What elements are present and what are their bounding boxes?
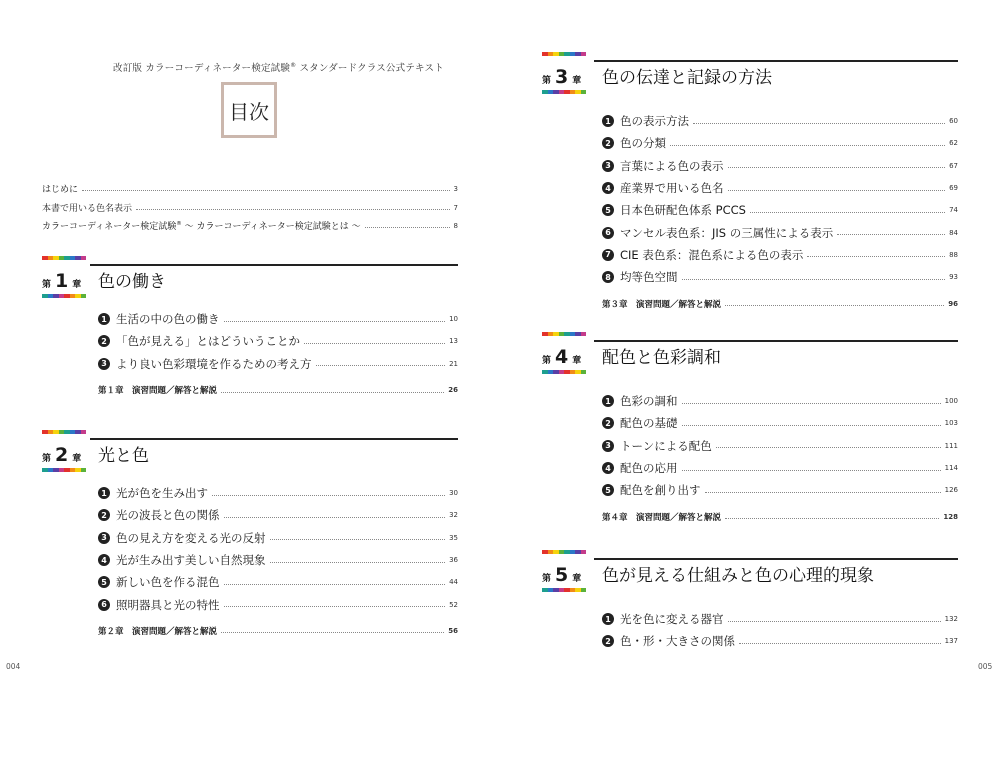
item-number-badge: 1 — [98, 487, 110, 499]
intro-entry-title: 本書で用いる色名表示 — [42, 204, 133, 214]
exercise-title: 第３章 演習問題／解答と解説 — [602, 299, 722, 310]
toc-item[interactable] — [602, 266, 958, 288]
dot-leader — [224, 606, 446, 607]
item-number-badge: 1 — [602, 115, 614, 127]
toc-item[interactable] — [98, 571, 458, 593]
toc-item[interactable] — [602, 199, 958, 221]
item-title: 産業界で用いる色名 — [620, 181, 724, 196]
color-strip-top — [542, 52, 586, 56]
exercise-page: 96 — [948, 299, 958, 308]
item-number-badge: 3 — [98, 532, 110, 544]
intro-entry-page: 7 — [453, 203, 458, 212]
chapter-number — [542, 564, 581, 586]
item-page: 21 — [449, 359, 458, 368]
toc-item[interactable] — [98, 482, 458, 504]
item-title: 配色の応用 — [620, 461, 678, 476]
left-page — [0, 0, 500, 707]
chapter-header — [42, 430, 458, 478]
chapter-items — [602, 390, 958, 528]
item-page: 93 — [949, 273, 958, 282]
chapter-digit: 4 — [555, 346, 569, 368]
chapter-digit: 3 — [555, 66, 569, 88]
dot-leader — [837, 234, 945, 235]
item-title: 光が生み出す美しい自然現象 — [116, 553, 266, 568]
toc-heading-text: 目次 — [229, 99, 269, 124]
page-number-right: 005 — [978, 662, 993, 671]
toc-item[interactable] — [602, 177, 958, 199]
dot-leader — [807, 256, 945, 257]
chapter-items — [98, 482, 458, 642]
exercise-title: 第１章 演習問題／解答と解説 — [98, 386, 218, 397]
toc-item[interactable] — [602, 608, 958, 630]
toc-heading — [221, 82, 277, 138]
intro-entry[interactable] — [42, 219, 458, 232]
item-title: 照明器具と光の特性 — [116, 597, 220, 612]
toc-item[interactable] — [98, 353, 458, 375]
toc-item[interactable] — [602, 412, 958, 434]
dot-leader — [221, 392, 444, 393]
exercise-item[interactable] — [98, 379, 458, 401]
item-page: 84 — [949, 228, 958, 237]
item-title: 色の表示方法 — [620, 114, 689, 129]
item-number-badge: 1 — [602, 613, 614, 625]
dot-leader — [728, 190, 946, 191]
chapter-rule — [90, 438, 458, 440]
dot-leader — [728, 621, 941, 622]
item-page: 13 — [449, 337, 458, 346]
exercise-item[interactable] — [98, 620, 458, 642]
item-number-badge: 2 — [602, 417, 614, 429]
color-strip-bottom — [42, 468, 86, 472]
chapter-header — [542, 550, 958, 598]
item-page: 36 — [449, 556, 458, 565]
item-page: 60 — [949, 117, 958, 126]
dot-leader — [716, 447, 941, 448]
chapter-number — [542, 66, 581, 88]
item-page: 126 — [944, 486, 958, 495]
color-strip-top — [542, 550, 586, 554]
color-strip-bottom — [542, 588, 586, 592]
toc-item[interactable] — [602, 221, 958, 243]
dot-leader — [212, 495, 445, 496]
item-page: 32 — [449, 511, 458, 520]
color-strip-top — [42, 256, 86, 260]
intro-entry-title: はじめに — [42, 185, 79, 195]
item-page: 137 — [944, 637, 958, 646]
toc-item[interactable] — [98, 504, 458, 526]
chapter-number — [42, 270, 81, 292]
item-number-badge: 4 — [602, 462, 614, 474]
toc-item[interactable] — [602, 110, 958, 132]
item-page: 88 — [949, 250, 958, 259]
item-title: 配色を創り出す — [620, 483, 701, 498]
item-title: トーンによる配色 — [620, 438, 712, 453]
chapter-3 — [542, 52, 958, 310]
dot-leader — [136, 209, 450, 210]
chapter-title[interactable]: 色の働き — [98, 272, 166, 292]
item-page: 74 — [949, 206, 958, 215]
item-number-badge: 3 — [98, 358, 110, 370]
dot-leader — [670, 145, 945, 146]
exercise-title: 第２章 演習問題／解答と解説 — [98, 626, 218, 637]
chapter-title[interactable]: 色の伝達と記録の方法 — [602, 68, 772, 88]
dot-leader — [739, 643, 941, 644]
item-page: 30 — [449, 489, 458, 498]
item-number-badge: 6 — [98, 599, 110, 611]
item-page: 132 — [944, 615, 958, 624]
exercise-item[interactable] — [602, 292, 958, 314]
toc-item[interactable] — [602, 244, 958, 266]
intro-entry[interactable] — [42, 201, 458, 214]
item-page: 69 — [949, 184, 958, 193]
chapter-header — [42, 256, 458, 304]
item-page: 62 — [949, 139, 958, 148]
dot-leader — [705, 492, 941, 493]
color-strip-bottom — [542, 90, 586, 94]
dot-leader — [725, 305, 944, 306]
dot-leader — [82, 190, 450, 191]
intro-entry-page: 3 — [453, 184, 458, 193]
chapter-items — [98, 308, 458, 401]
toc-item[interactable] — [602, 479, 958, 501]
intro-entry[interactable] — [42, 182, 458, 195]
item-number-badge: 4 — [98, 554, 110, 566]
color-strip-bottom — [542, 370, 586, 374]
item-number-badge: 2 — [98, 335, 110, 347]
toc-item[interactable] — [98, 527, 458, 549]
chapter-suffix: 章 — [72, 454, 82, 464]
chapter-prefix: 第 — [42, 454, 52, 464]
color-strip-top — [542, 332, 586, 336]
chapter-digit: 1 — [55, 270, 69, 292]
item-title: より良い色彩環境を作るための考え方 — [116, 356, 312, 371]
chapter-rule — [594, 60, 958, 62]
exercise-item[interactable] — [602, 505, 958, 527]
item-page: 111 — [944, 441, 958, 450]
item-number-badge: 3 — [602, 440, 614, 452]
exercise-title: 第４章 演習問題／解答と解説 — [602, 512, 722, 523]
dot-leader — [221, 632, 444, 633]
chapter-prefix: 第 — [542, 356, 552, 366]
dot-leader — [682, 425, 941, 426]
chapter-suffix: 章 — [572, 356, 582, 366]
item-number-badge: 2 — [98, 509, 110, 521]
dot-leader — [224, 584, 446, 585]
toc-item[interactable] — [98, 330, 458, 352]
chapter-prefix: 第 — [542, 76, 552, 86]
item-number-badge: 7 — [602, 249, 614, 261]
item-title: 「色が見える」とはどういうことか — [116, 334, 300, 349]
intro-entry-title: カラーコーディネーター検定試験® 〜 カラーコーディネーター検定試験とは 〜 — [42, 221, 361, 232]
item-page: 114 — [944, 464, 958, 473]
toc-item[interactable] — [98, 308, 458, 330]
chapter-items — [602, 110, 958, 315]
item-number-badge: 5 — [98, 576, 110, 588]
chapter-header — [542, 332, 958, 380]
chapter-number — [42, 444, 81, 466]
chapter-digit: 5 — [555, 564, 569, 586]
item-page: 44 — [449, 578, 458, 587]
chapter-header — [542, 52, 958, 100]
chapter-items — [602, 608, 958, 653]
item-page: 67 — [949, 161, 958, 170]
intro-entry-page: 8 — [453, 221, 458, 230]
dot-leader — [693, 123, 945, 124]
item-number-badge: 2 — [602, 635, 614, 647]
chapter-4 — [542, 332, 958, 562]
toc-item[interactable] — [98, 593, 458, 615]
item-title: 新しい色を作る混色 — [116, 575, 220, 590]
dot-leader — [224, 321, 446, 322]
item-number-badge: 6 — [602, 227, 614, 239]
toc-item[interactable] — [602, 457, 958, 479]
item-page: 103 — [944, 419, 958, 428]
chapter-prefix: 第 — [542, 574, 552, 584]
chapter-title[interactable]: 色が見える仕組みと色の心理的現象 — [602, 566, 874, 586]
dot-leader — [365, 227, 450, 228]
exercise-page: 56 — [448, 626, 458, 635]
dot-leader — [682, 403, 941, 404]
dot-leader — [728, 167, 946, 168]
dot-leader — [270, 562, 446, 563]
color-strip-bottom — [42, 294, 86, 298]
chapter-rule — [90, 264, 458, 266]
dot-leader — [725, 518, 939, 519]
item-title: 色の見え方を変える光の反射 — [116, 530, 266, 545]
item-title: 色の分類 — [620, 136, 666, 151]
dot-leader — [270, 539, 446, 540]
item-page: 52 — [449, 600, 458, 609]
chapter-5 — [542, 550, 958, 780]
item-title: マンセル表色系：JIS の三属性による表示 — [620, 225, 834, 240]
item-title: 日本色研配色体系 PCCS — [620, 203, 746, 218]
toc-item[interactable] — [602, 132, 958, 154]
toc-item[interactable] — [602, 630, 958, 652]
item-title: 光の波長と色の関係 — [116, 508, 220, 523]
chapter-suffix: 章 — [572, 76, 582, 86]
item-title: 生活の中の色の働き — [116, 312, 220, 327]
item-number-badge: 5 — [602, 484, 614, 496]
item-title: CIE 表色系：混色系による色の表示 — [620, 247, 804, 262]
item-number-badge: 2 — [602, 137, 614, 149]
toc-item[interactable] — [602, 390, 958, 412]
item-title: 色彩の調和 — [620, 394, 678, 409]
item-title: 光を色に変える器官 — [620, 612, 724, 627]
chapter-2 — [42, 430, 458, 660]
chapter-prefix: 第 — [42, 280, 52, 290]
toc-item[interactable] — [98, 549, 458, 571]
dot-leader — [682, 279, 946, 280]
toc-item[interactable] — [602, 155, 958, 177]
book-title: 改訂版 カラーコーディネーター検定試験® スタンダードクラス公式テキスト — [113, 61, 444, 74]
item-number-badge: 8 — [602, 271, 614, 283]
chapter-rule — [594, 340, 958, 342]
exercise-page: 128 — [943, 512, 958, 521]
item-number-badge: 1 — [602, 395, 614, 407]
dot-leader — [304, 343, 445, 344]
chapter-number — [542, 346, 581, 368]
color-strip-top — [42, 430, 86, 434]
item-page: 10 — [449, 315, 458, 324]
item-number-badge: 5 — [602, 204, 614, 216]
chapter-title[interactable]: 光と色 — [98, 446, 149, 466]
dot-leader — [750, 212, 945, 213]
dot-leader — [224, 517, 446, 518]
item-page: 35 — [449, 533, 458, 542]
dot-leader — [682, 470, 941, 471]
chapter-rule — [594, 558, 958, 560]
item-title: 配色の基礎 — [620, 416, 678, 431]
item-title: 光が色を生み出す — [116, 486, 208, 501]
exercise-page: 26 — [448, 386, 458, 395]
item-title: 言葉による色の表示 — [620, 158, 724, 173]
right-page — [500, 0, 1000, 707]
item-number-badge: 4 — [602, 182, 614, 194]
chapter-title[interactable]: 配色と色彩調和 — [602, 348, 721, 368]
item-title: 均等色空間 — [620, 270, 678, 285]
toc-item[interactable] — [602, 435, 958, 457]
chapter-suffix: 章 — [572, 574, 582, 584]
item-number-badge: 3 — [602, 160, 614, 172]
chapter-suffix: 章 — [72, 280, 82, 290]
dot-leader — [316, 365, 446, 366]
page-number-left: 004 — [6, 662, 21, 671]
item-page: 100 — [944, 397, 958, 406]
item-title: 色・形・大きさの関係 — [620, 634, 735, 649]
chapter-digit: 2 — [55, 444, 69, 466]
item-number-badge: 1 — [98, 313, 110, 325]
